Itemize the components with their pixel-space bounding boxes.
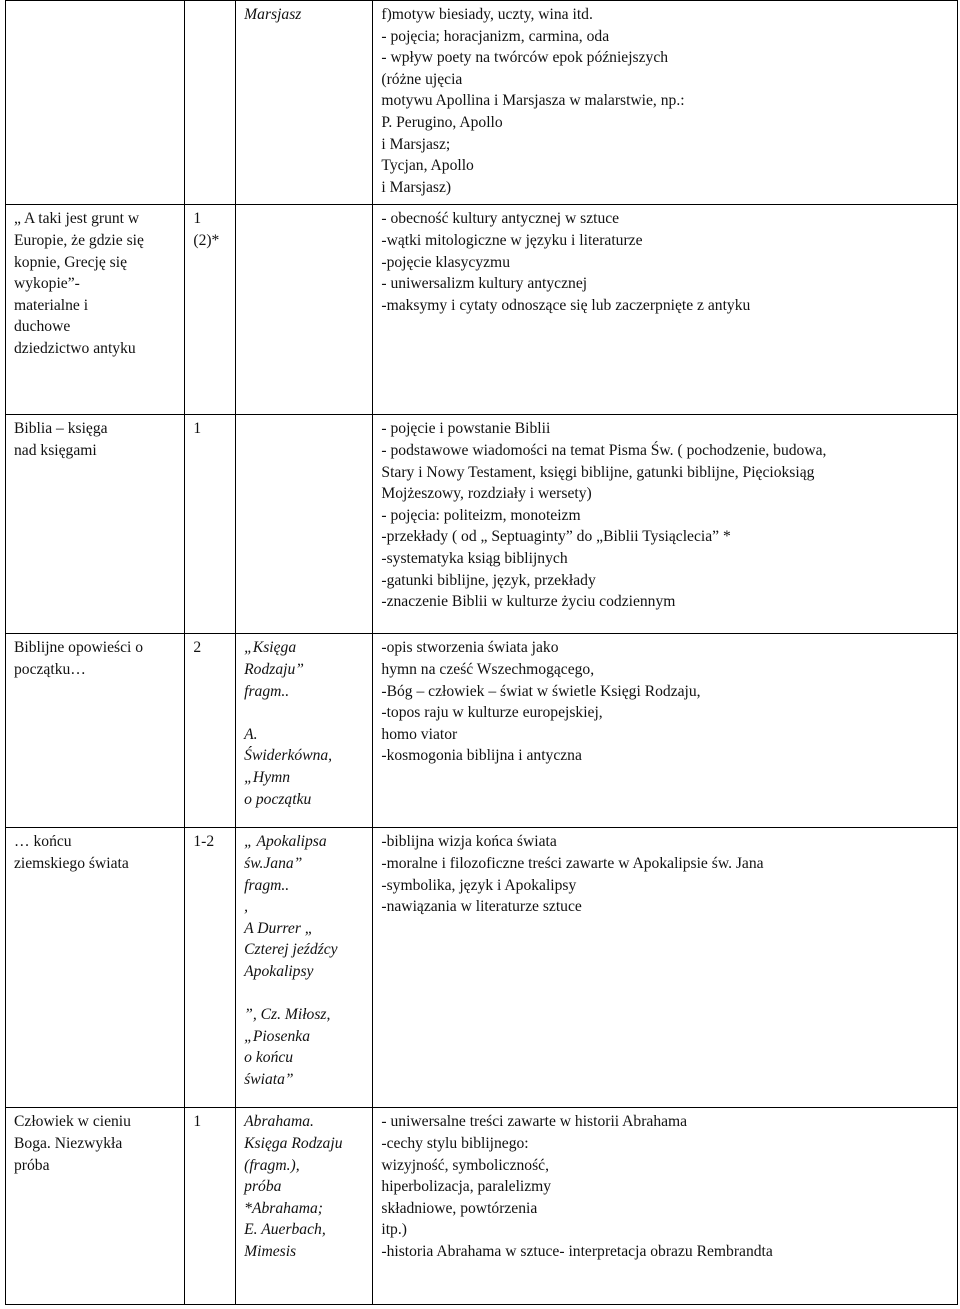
table-row — [6, 1, 958, 205]
texts-cell: „ Apokalipsa św.Jana” fragm.. , A Durrer „ Czterej jeźdźcy Apokalipsy ”, Cz. Miłosz, „Piosenka o końcu świata” — [236, 828, 373, 1108]
content-cell: -opis stworzenia świata jako hymn na cześć Wszechmogącego, -Bóg – człowiek – świat w świetle Księgi Rodzaju, -topos raju w kulturze europejskiej, homo viator -kosmogonia biblijna i antyczna — [373, 634, 958, 828]
topic-cell — [6, 1, 185, 205]
hours-cell: 1 — [185, 415, 236, 634]
texts-cell — [236, 205, 373, 415]
content-cell: -biblijna wizja końca świata -moralne i filozoficzne treści zawarte w Apokalipsie św. Jana -symbolika, język i Apokalipsy -nawiązania w literaturze sztuce — [373, 828, 958, 1108]
topic-cell: … końcu ziemskiego świata — [6, 828, 185, 1108]
table-row — [6, 828, 958, 1108]
topic-cell: Człowiek w cieniu Boga. Niezwykła próba — [6, 1108, 185, 1305]
texts-cell: Marsjasz — [236, 1, 373, 205]
hours-cell: 1-2 — [185, 828, 236, 1108]
topic-cell: Biblijne opowieści o początku… — [6, 634, 185, 828]
hours-cell: 2 — [185, 634, 236, 828]
table-row — [6, 415, 958, 634]
curriculum-table — [5, 0, 958, 1305]
table-row — [6, 1108, 958, 1305]
hours-cell: 1 (2)* — [185, 205, 236, 415]
topic-cell: „ A taki jest grunt w Europie, że gdzie się kopnie, Grecję się wykopie”- materialne i duchowe dziedzictwo antyku — [6, 205, 185, 415]
table-row — [6, 205, 958, 415]
content-cell: - uniwersalne treści zawarte w historii Abrahama -cechy stylu biblijnego: wizyjność, symboliczność, hiperbolizacja, paralelizmy składniowe, powtórzenia itp.) -historia Abrahama w sztuce- interpretacja obrazu Rembrandta — [373, 1108, 958, 1305]
content-cell: - pojęcie i powstanie Biblii - podstawowe wiadomości na temat Pisma Św. ( pochodzenie, budowa, Stary i Nowy Testament, księgi biblijne, gatunki biblijne, Pięcioksiąg Mojżeszowy, rozdziały i wersety) - pojęcia: politeizm, monoteizm -przekłady ( od „ Septuaginty” do „Biblii Tysiąclecia” * -systematyka ksiąg biblijnych -gatunki biblijne, język, przekłady -znaczenie Biblii w kulturze życiu codziennym — [373, 415, 958, 634]
texts-cell — [236, 415, 373, 634]
hours-cell: 1 — [185, 1108, 236, 1305]
content-cell: - obecność kultury antycznej w sztuce -wątki mitologiczne w języku i literaturze -pojęcie klasycyzmu - uniwersalizm kultury antycznej -maksymy i cytaty odnoszące się lub zaczerpnięte z antyku — [373, 205, 958, 415]
texts-cell: Abrahama. Księga Rodzaju (fragm.), próba *Abrahama; E. Auerbach, Mimesis — [236, 1108, 373, 1305]
hours-cell — [185, 1, 236, 205]
table-row — [6, 634, 958, 828]
content-cell — [373, 1, 958, 205]
content-text-plain: f)motyw biesiady, uczty, wina itd. - pojęcia; horacjanizm, carmina, oda - wpływ poety na twórców epok późniejszych (różne ujęcia motywu Apollina i Marsjasza w malarstwie, np.: P. Perugino, Apollo i Marsjasz; Tycjan, Apollo i Marsjasz) — [381, 6, 685, 196]
texts-cell: „Księga Rodzaju” fragm.. A. Świderkówna, „Hymn o początku — [236, 634, 373, 828]
topic-cell: Biblia – księga nad księgami — [6, 415, 185, 634]
